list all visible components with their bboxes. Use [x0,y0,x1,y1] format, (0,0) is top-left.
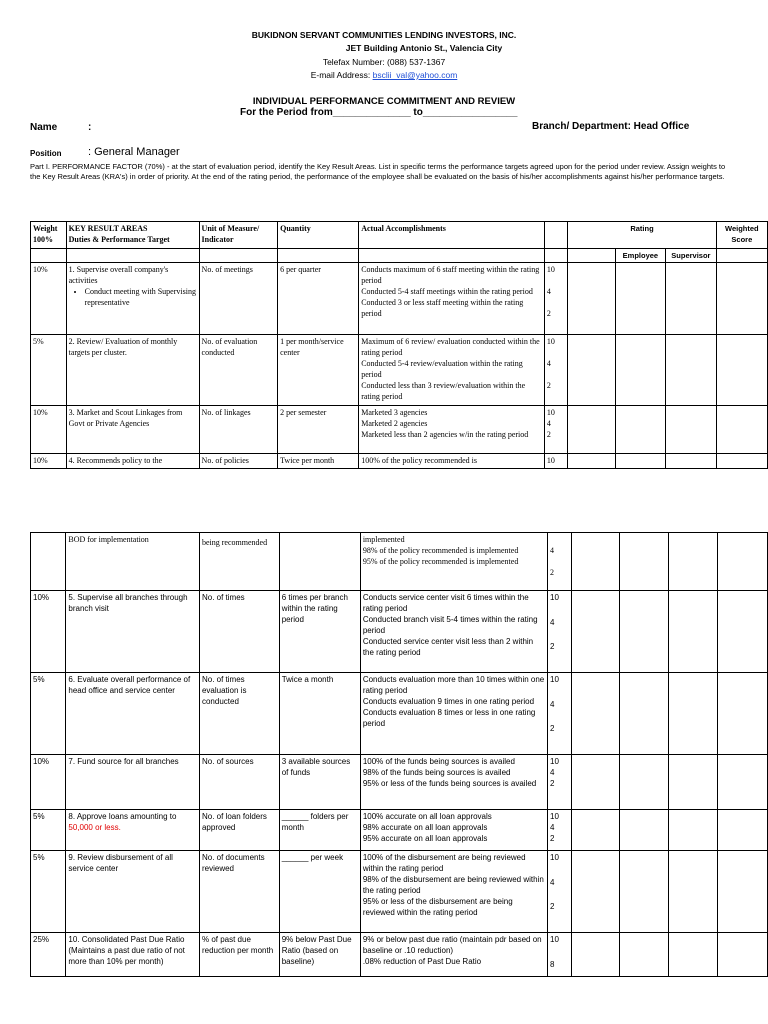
acc-line: 95% of the policy recommended is implemented [362,557,519,566]
row-accomplishments [360,810,547,851]
table-subheader-row [31,249,768,263]
company-address: JET Building Antonio St., Valencia City [345,43,503,53]
score-value: 4 [550,768,555,777]
row-weight: 10% [31,263,67,335]
row-kra-text: 1. Supervise overall company's activities [68,265,169,285]
row-weight: 5% [31,335,67,406]
row-accomplishments [359,406,545,454]
row-accomplishments: 100% of the policy recommended is [359,454,545,469]
part1-instructions: Part I. PERFORMANCE FACTOR (70%) - at the start of evaluation period, identify the Key Result Areas. List in specific terms the performance targets agreed upon for the period under review. Assign weights to the Key Result Areas (KRA's) in order of priority. At the end of the rating period, the performance of the employee shall be evaluated on the basis of his/her accomplishments against his/her performance targets. [30,162,726,181]
table-row [31,335,768,406]
row-accomplishments [359,263,545,335]
weighted-score-cell[interactable] [717,591,767,673]
kra-table-page2 [30,532,768,977]
row-quantity: ______ per week [279,851,360,933]
col-weighted: Weighted Score [716,222,767,249]
acc-line: 100% of the disbursement are being reviewed within the rating period [362,853,526,873]
acc-line: Marketed less than 2 agencies w/in the rating period [361,430,529,439]
cell-blank[interactable] [568,263,615,335]
row-quantity: 9% below Past Due Ratio (based on baseline) [279,933,360,977]
acc-line: Conducted branch visit 5-4 times within the rating period [362,615,538,635]
score-value: 4 [550,546,554,555]
supervisor-rating-cell[interactable] [668,673,717,755]
acc-line: Marketed 2 agencies [361,419,428,428]
row-quantity: Twice per month [278,454,359,469]
score-value: 10 [550,593,559,602]
cell-blank[interactable] [568,454,615,469]
row-quantity: 3 available sources of funds [279,755,360,810]
row-kra: 6. Evaluate overall performance of head office and service center [66,673,200,755]
employee-rating-cell[interactable] [619,673,668,755]
employee-rating-cell[interactable] [619,591,668,673]
row-weight: 25% [31,933,66,977]
row-unit: No. of times evaluation is conducted [199,673,279,755]
cell-blank[interactable] [571,851,619,933]
supervisor-rating-cell[interactable] [666,335,717,406]
kra-table-page1 [30,221,768,469]
employee-rating-cell[interactable] [615,454,665,469]
acc-line: 98% of the funds being sources is availed [362,768,511,777]
table-row [31,673,768,755]
employee-rating-cell[interactable] [619,851,668,933]
score-value: 8 [550,959,555,969]
row-kra: BOD for implementation [66,533,200,591]
telefax: Telefax Number: (088) 537-1367 [322,57,446,67]
score-value: 2 [550,902,555,911]
supervisor-rating-cell[interactable] [668,533,717,591]
row-weight [31,533,66,591]
branch-department: Branch/ Department: Head Office [532,121,690,132]
col-quantity: Quantity [278,222,359,249]
score-value: 10 [550,853,559,862]
supervisor-rating-cell[interactable] [666,454,717,469]
score-value: 10 [544,454,567,469]
supervisor-rating-cell[interactable] [666,406,717,454]
score-value: 10 [550,757,559,766]
row-accomplishments [360,673,547,755]
acc-line: 95% or less of the disbursement are being reviewed within the rating period [362,897,513,917]
cell-blank[interactable] [571,591,619,673]
row-unit: No. of sources [199,755,279,810]
table-row [31,454,768,469]
score-value: 10 [550,935,559,944]
supervisor-rating-cell[interactable] [668,810,717,851]
row-weight: 5% [31,673,66,755]
name-label: Name [30,122,58,133]
weighted-score-cell[interactable] [716,406,767,454]
table-row [31,933,768,977]
col-rating: Rating [568,222,716,249]
col-kra-sub: Duties & Performance Target [68,235,170,244]
row-kra [66,263,199,335]
acc-line: Conducted 5-4 staff meetings within the rating period [361,287,533,296]
col-actual: Actual Accomplishments [359,222,545,249]
row-scores [548,591,572,673]
supervisor-rating-cell[interactable] [668,755,717,810]
cell-blank[interactable] [571,933,619,977]
score-value: 2 [550,779,555,788]
row-kra-text: 8. Approve loans amounting to [68,812,177,821]
score-value: 4 [546,287,551,296]
supervisor-rating-cell[interactable] [668,851,717,933]
col-employee: Employee [615,249,665,263]
acc-line: Conducted service center visit less than 2 within the rating period [362,637,534,657]
row-scores [544,406,567,454]
row-weight: 5% [31,810,66,851]
employee-rating-cell[interactable] [619,810,668,851]
weighted-score-cell[interactable] [717,851,767,933]
position-label: Position [30,149,62,158]
row-kra: 9. Review disbursement of all service center [66,851,200,933]
row-quantity: 1 per month/service center [278,335,359,406]
row-weight: 10% [31,454,67,469]
row-accomplishments [360,591,547,673]
employee-rating-cell[interactable] [615,406,665,454]
company-name: BUKIDNON SERVANT COMMUNITIES LENDING INVESTORS, INC. [251,30,517,40]
row-quantity [279,533,360,591]
loan-amount-highlight: 50,000 or less. [68,823,121,832]
row-kra [66,810,200,851]
acc-line: 9% or below past due ratio (maintain pdr based on baseline or .10 reduction) [362,935,542,955]
table-row [31,591,768,673]
row-kra: 2. Review/ Evaluation of monthly targets per cluster. [66,335,199,406]
row-scores [544,335,567,406]
col-supervisor: Supervisor [666,249,717,263]
name-colon: : [88,122,92,133]
score-value: 10 [550,675,559,684]
row-weight: 10% [31,591,66,673]
position-value: : General Manager [88,146,180,158]
acc-line: Conducts evaluation 9 times in one rating period [362,697,535,706]
employee-rating-cell[interactable] [615,335,665,406]
row-kra: 5. Supervise all branches through branch visit [66,591,200,673]
row-quantity: ______ folders per month [279,810,360,851]
row-accomplishments [360,755,547,810]
cell-blank[interactable] [571,810,619,851]
acc-line: Conducts maximum of 6 staff meeting within the rating period [361,265,540,285]
row-scores [548,673,572,755]
row-weight: 10% [31,755,66,810]
table-row [31,533,768,591]
acc-line: Conducted less than 3 review/evaluation within the rating period [361,381,526,401]
acc-line: 95% or less of the funds being sources is availed [362,779,537,788]
row-quantity: 6 per quarter [278,263,359,335]
email-label: E-mail Address: [310,70,373,80]
row-weight: 5% [31,851,66,933]
col-unit: Unit of Measure/ Indicator [199,222,278,249]
table-row [31,406,768,454]
acc-line: implemented [362,535,405,544]
score-value: 4 [550,617,555,627]
row-kra: 4. Recommends policy to the [66,454,199,469]
score-value: 2 [550,642,555,651]
acc-line: Conducted 5-4 review/evaluation within the rating period [361,359,523,379]
row-unit: No. of evaluation conducted [199,335,278,406]
row-quantity: 6 times per branch within the rating period [279,591,360,673]
supervisor-rating-cell[interactable] [668,933,717,977]
acc-line: Maximum of 6 review/ evaluation conducted within the rating period [361,337,540,357]
row-kra: 3. Market and Scout Linkages from Govt or Private Agencies [66,406,199,454]
row-scores [548,810,572,851]
cell-blank[interactable] [568,406,615,454]
weighted-score-cell[interactable] [717,810,767,851]
supervisor-rating-cell[interactable] [666,263,717,335]
acc-line: Conducts evaluation 8 times or less in one rating period [362,708,536,728]
acc-line: .08% reduction of Past Due Ratio [362,957,482,966]
row-unit: No. of policies [199,454,278,469]
col-kra [66,222,199,249]
weighted-score-cell[interactable] [717,533,767,591]
table-row [31,755,768,810]
weighted-score-cell[interactable] [716,263,767,335]
row-kra: 7. Fund source for all branches [66,755,200,810]
weighted-score-cell[interactable] [717,933,767,977]
row-unit: No. of loan folders approved [199,810,279,851]
form-title: INDIVIDUAL PERFORMANCE COMMITMENT AND REVIEW [252,96,516,107]
col-weight: Weight 100% [31,222,67,249]
cell-blank[interactable] [571,533,619,591]
employee-rating-cell[interactable] [615,263,665,335]
acc-line: Conducts evaluation more than 10 times within one rating period [362,675,545,695]
row-unit: No. of meetings [199,263,278,335]
table-row [31,263,768,335]
score-value: 2 [546,430,551,439]
row-quantity: 2 per semester [278,406,359,454]
row-accomplishments [360,851,547,933]
score-value: 2 [546,381,551,390]
score-value: 10 [546,265,555,274]
email-link[interactable]: bsclii_val@yahoo.com [372,70,458,80]
score-value: 10 [546,408,555,417]
acc-line: Conducts service center visit 6 times within the rating period [362,593,529,613]
score-value: 10 [550,812,559,821]
employee-rating-cell[interactable] [619,533,668,591]
row-accomplishments [360,933,547,977]
period-field: For the Period from______________ to_________________ [240,107,518,118]
row-kra: 10. Consolidated Past Due Ratio (Maintains a past due ratio of not more than 10% per month) [66,933,200,977]
row-scores [548,533,572,591]
weighted-score-cell[interactable] [717,755,767,810]
email-line [0,69,768,81]
row-scores [548,933,572,977]
acc-line: Marketed 3 agencies [361,408,428,417]
row-accomplishments [359,335,545,406]
row-unit: No. of times [199,591,279,673]
weighted-score-cell[interactable] [716,454,767,469]
row-accomplishments [360,533,547,591]
row-unit: being recommended [199,533,279,591]
score-value: 4 [546,359,551,368]
acc-line: 100% of the funds being sources is availed [362,757,515,766]
score-value: 4 [546,419,551,428]
row-unit: No. of documents reviewed [199,851,279,933]
cell-blank[interactable] [571,755,619,810]
table-header-row [31,222,768,249]
score-value: 10 [546,337,555,346]
row-quantity: Twice a month [279,673,360,755]
kra-bullet: • Conduct meeting with Supervising representative [85,286,197,308]
acc-line: Conducted 3 or less staff meeting within the rating period [361,298,524,318]
acc-line: 95% accurate on all loan approvals [362,834,488,843]
employee-rating-cell[interactable] [619,755,668,810]
supervisor-rating-cell[interactable] [668,591,717,673]
row-scores [544,263,567,335]
acc-line: 100% accurate on all loan approvals [362,812,492,821]
score-value: 2 [550,834,555,843]
acc-line: 98% accurate on all loan approvals [362,823,488,832]
acc-line: 98% of the disbursement are being reviewed within the rating period [362,875,544,895]
score-value: 2 [550,568,554,577]
table-row [31,851,768,933]
weighted-score-cell[interactable] [717,673,767,755]
score-value: 2 [546,309,551,318]
cell-blank[interactable] [571,673,619,755]
row-scores [548,851,572,933]
row-unit: No. of linkages [199,406,278,454]
row-unit: % of past due reduction per month [199,933,279,977]
cell-blank[interactable] [568,335,615,406]
table-row [31,810,768,851]
employee-rating-cell[interactable] [619,933,668,977]
score-value: 4 [550,823,555,832]
acc-line: 98% of the policy recommended is implemented [362,546,519,555]
score-value: 4 [550,699,555,709]
row-weight: 10% [31,406,67,454]
score-value: 4 [550,877,555,887]
weighted-score-cell[interactable] [716,335,767,406]
col-kra-title: KEY RESULT AREAS [68,224,148,233]
row-scores [548,755,572,810]
score-value: 2 [550,724,555,733]
